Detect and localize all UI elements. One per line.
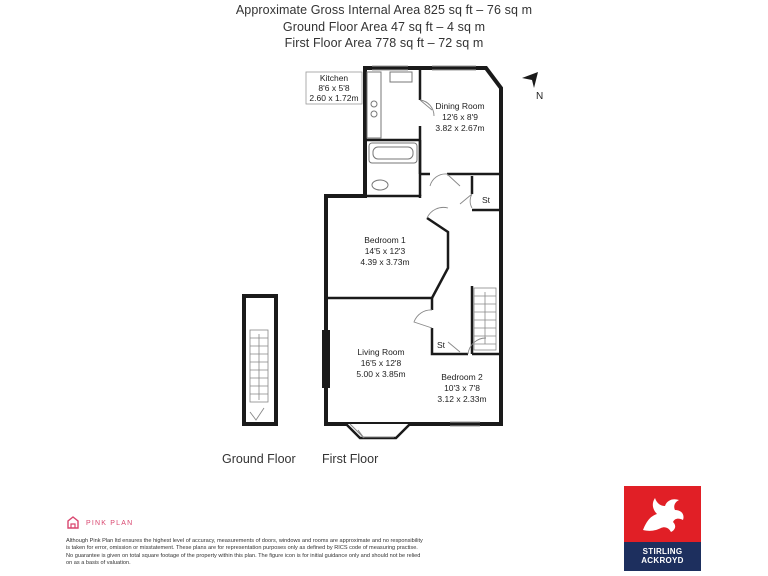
fireplace xyxy=(322,330,330,388)
dining-name: Dining Room xyxy=(435,101,485,111)
agent-name-line2: ACKROYD xyxy=(641,556,684,565)
first-floor-label: First Floor xyxy=(322,452,379,466)
bedroom1-imperial: 14'5 x 12'3 xyxy=(364,246,406,256)
pink-plan-name: PINK PLAN xyxy=(86,519,134,527)
disclaimer-text: Although Pink Plan ltd ensures the highest level of accuracy, measurements of doors, windows and rooms are approximate and no responsibility is taken for error, omission or misstatement. These plans are for representation purposes only as defined by RICS code of measuring practise. No guarantee is given on total square footage of the property within this plan. The figure icon is for initial guidance only and should not be relied on as a basis of valuation. xyxy=(66,538,423,567)
kitchen-name: Kitchen xyxy=(319,73,349,83)
dining-metric: 3.82 x 2.67m xyxy=(435,123,485,133)
living-imperial: 16'5 x 12'8 xyxy=(360,358,402,368)
agent-name-line1: STIRLING xyxy=(642,547,683,556)
pink-plan-logo xyxy=(66,516,133,530)
pink-plan-icon xyxy=(66,516,80,530)
bay-window xyxy=(346,424,410,438)
bedroom1-metric: 4.39 x 3.73m xyxy=(360,257,410,267)
agent-logo xyxy=(624,486,701,571)
agent-logo-emblem xyxy=(624,486,701,542)
living-metric: 5.00 x 3.85m xyxy=(356,369,406,379)
ground-floor-label: Ground Floor xyxy=(222,452,296,466)
bedroom1-name: Bedroom 1 xyxy=(364,235,406,245)
kitchen-units xyxy=(367,72,412,138)
stairs-ground-floor xyxy=(250,330,268,402)
kitchen-imperial: 8'6 x 5'8 xyxy=(318,83,350,93)
griffin-icon xyxy=(637,492,689,536)
bedroom2-name: Bedroom 2 xyxy=(441,372,483,382)
agent-name xyxy=(624,542,701,571)
gross-area-text: Approximate Gross Internal Area 825 sq ft – 76 sq m xyxy=(235,3,533,17)
first-area-text: First Floor Area 778 sq ft – 72 sq m xyxy=(284,36,484,50)
dining-imperial: 12'6 x 8'9 xyxy=(442,112,478,122)
store-2-name: St xyxy=(436,340,446,350)
living-name: Living Room xyxy=(357,347,405,357)
stairs-first-floor xyxy=(474,288,496,350)
store-1-name: St xyxy=(481,195,491,205)
bathroom-fittings xyxy=(369,143,417,190)
north-arrow-icon xyxy=(522,72,543,102)
kitchen-metric: 2.60 x 1.72m xyxy=(309,93,359,103)
compass-label: N xyxy=(536,91,544,102)
bedroom2-imperial: 10'3 x 7'8 xyxy=(444,383,480,393)
ground-area-text: Ground Floor Area 47 sq ft – 4 sq m xyxy=(282,19,486,34)
bedroom2-metric: 3.12 x 2.33m xyxy=(437,394,487,404)
